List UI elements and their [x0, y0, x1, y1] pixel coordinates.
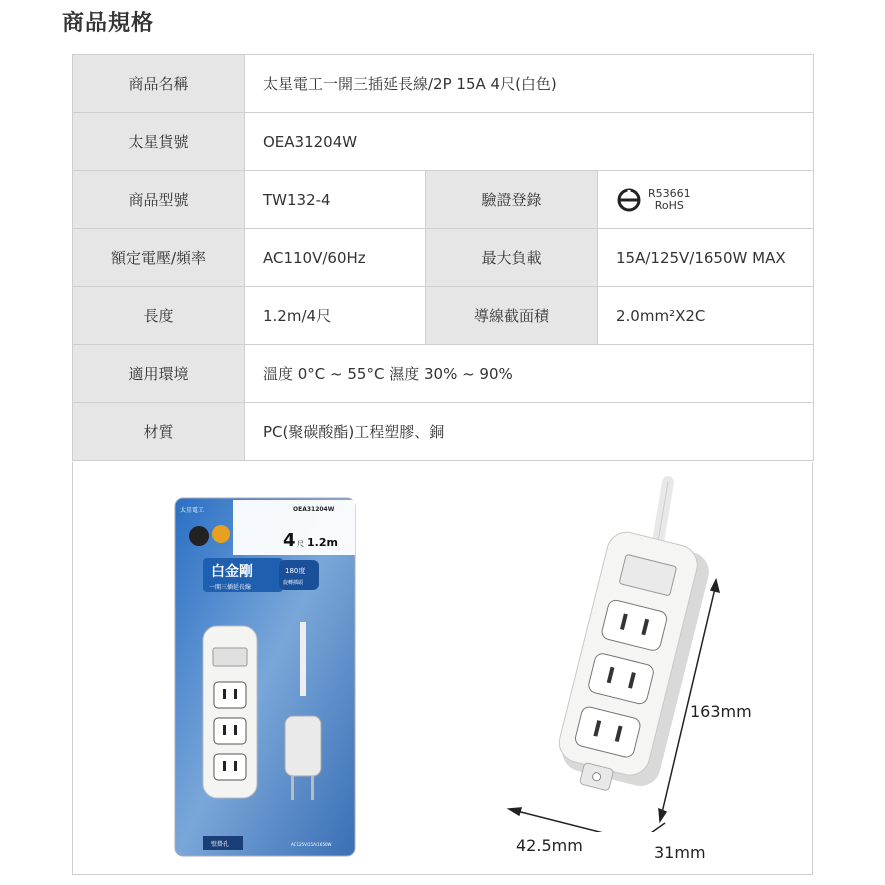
package-length-unit: 尺	[297, 540, 304, 548]
label-model: 商品型號	[73, 171, 245, 229]
value-voltage: AC110V/60Hz	[245, 229, 426, 287]
spec-table	[72, 54, 814, 461]
package-image	[173, 496, 357, 858]
dimension-height: 163mm	[690, 702, 752, 721]
dimension-depth: 31mm	[654, 843, 706, 862]
table-row	[73, 55, 814, 113]
dimension-width: 42.5mm	[516, 836, 583, 855]
value-certification	[598, 171, 814, 229]
label-max-load: 最大負載	[426, 229, 598, 287]
table-row	[73, 287, 814, 345]
value-model: TW132-4	[245, 171, 426, 229]
package-badge-top: 180度	[285, 567, 306, 575]
label-voltage: 額定電壓/頻率	[73, 229, 245, 287]
label-product-name: 商品名稱	[73, 55, 245, 113]
package-sku: OEA31204W	[293, 506, 335, 513]
product-image-area	[72, 462, 813, 875]
page-title: 商品規格	[62, 11, 155, 36]
label-certification: 驗證登錄	[426, 171, 598, 229]
value-max-load: 15A/125V/1650W MAX	[598, 229, 814, 287]
table-row	[73, 171, 814, 229]
value-material: PC(聚碳酸酯)工程塑膠、銅	[245, 403, 814, 461]
package-product-name: 白金剛	[211, 564, 253, 580]
label-environment: 適用環境	[73, 345, 245, 403]
value-length: 1.2m/4尺	[245, 287, 426, 345]
value-product-name: 太星電工一開三插延長線/2P 15A 4尺(白色)	[245, 55, 814, 113]
package-spec-small: AC125V/15A/1650W	[291, 842, 332, 847]
cert-rohs: RoHS	[654, 198, 684, 212]
value-wire-section: 2.0mm²X2C	[598, 287, 814, 345]
label-wire-section: 導線截面積	[426, 287, 598, 345]
label-length: 長度	[73, 287, 245, 345]
table-row	[73, 113, 814, 171]
table-row	[73, 403, 814, 461]
package-product-sub: 一開三插延長線	[209, 584, 252, 591]
bsmi-mark-icon	[616, 187, 642, 213]
value-sku: OEA31204W	[245, 113, 814, 171]
table-row	[73, 345, 814, 403]
value-environment: 溫度 0°C ~ 55°C 濕度 30% ~ 90%	[245, 345, 814, 403]
label-sku: 太星貨號	[73, 113, 245, 171]
label-material: 材質	[73, 403, 245, 461]
package-bottom-label: 壁掛孔	[211, 841, 230, 848]
product-dimension-image	[493, 472, 793, 832]
table-row	[73, 229, 814, 287]
package-badge-bottom: 旋轉插頭	[283, 580, 304, 586]
package-length-m: 1.2m	[307, 536, 338, 549]
svg-text:太星電工: 太星電工	[180, 507, 205, 514]
cert-code: R53661	[648, 186, 691, 200]
package-length-big: 4	[283, 530, 296, 551]
